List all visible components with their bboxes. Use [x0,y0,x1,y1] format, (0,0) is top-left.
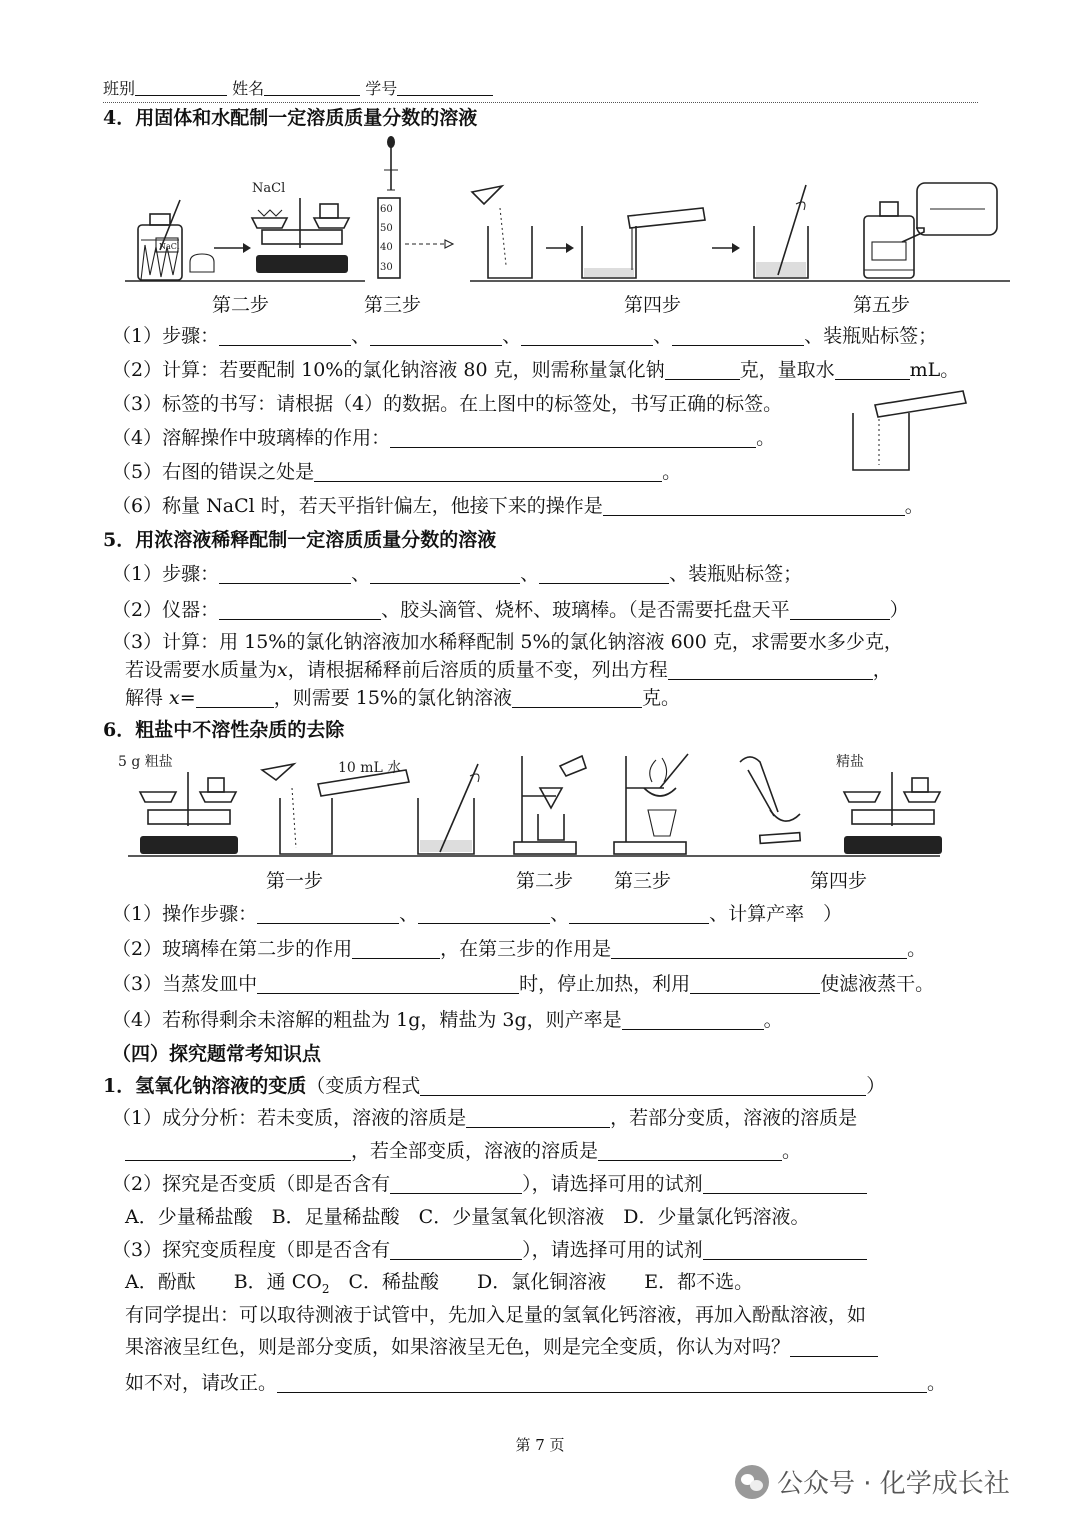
s6-q2: （2）玻璃棒在第二步的作用 ，在第三步的作用是 。 [112,938,927,960]
s7-q1-blank-3[interactable] [598,1140,782,1161]
s4-q5-blank[interactable] [314,461,662,482]
s6-q3: （3）当蒸发皿中 时，停止加热，利用 使滤液蒸干。 [112,973,935,995]
step-label-2b: 第二步 [516,870,574,892]
s7-equation-blank[interactable] [420,1075,866,1096]
s5-q3-line-3: 解得 x= ，则需要 15%的氯化钠溶液 克。 [125,687,680,709]
s7-q1-blank-2[interactable] [125,1140,351,1161]
crude-salt-label: 5 g 粗盐 [118,754,173,770]
section-5-title: 5．用浓溶液稀释配制一定溶质质量分数的溶液 [103,529,497,551]
s7-q2-blank-2[interactable] [703,1173,867,1194]
s7-q3-blank-1[interactable] [390,1239,522,1260]
s4-q3: （3）标签的书写：请根据（4）的数据。在上图中的标签处，书写正确的标签。 [112,393,783,415]
section-6-title: 6．粗盐中不溶性杂质的去除 [103,719,345,741]
s5-q3-line-2: 若设需要水质量为x，请根据稀释前后溶质的质量不变，列出方程 ， [125,659,892,681]
graduated-cylinder-icon [378,136,453,278]
watermark: 公众号 · 化学成长社 [735,1463,1010,1500]
s7-q3-options: A．酚酞 B．通 $CO_2$ C．稀盐酸 D．氯化铜溶液 E．都不选。 [125,1271,754,1296]
s6-q4-blank[interactable] [622,1009,764,1030]
name-blank [264,81,360,96]
s4-q1-blank-3[interactable] [521,325,653,346]
s4-q6: （6）称量 NaCl 时，若天平指针偏左，他接下来的操作是 。 [112,495,924,517]
crucible-tongs-icon [740,757,800,843]
step-label-2: 第二步 [212,294,270,316]
s7-h1: 1．氢氧化钠溶液的变质（变质方程式 ） [103,1075,886,1097]
s7-q2-options: A．少量稀盐酸 B．足量稀盐酸 C．少量氢氧化钡溶液 D．少量氯化钙溶液。 [125,1206,810,1228]
s5-q2-blank-1[interactable] [219,599,381,620]
s7-para-blank-1[interactable] [790,1336,878,1357]
s6-q2-blank-1[interactable] [352,938,440,959]
s5-q3-equation-blank[interactable] [668,659,873,680]
evaporation-stand-icon [614,754,688,854]
balance-scale-right-icon [844,772,942,854]
s4-q1-blank-2[interactable] [370,325,502,346]
svg-text:40: 40 [380,242,393,253]
s7-q1-line-1: （1）成分分析：若未变质，溶液的溶质是 ，若部分变质，溶液的溶质是 [112,1107,858,1129]
s7-para-blank-2[interactable] [277,1372,927,1393]
s6-q4: （4）若称得剩余未溶解的粗盐为 1g，精盐为 3g，则产率是 。 [112,1009,783,1031]
step-label-4: 第四步 [624,294,682,316]
svg-text:60: 60 [380,204,393,215]
step-label-3b: 第三步 [614,870,672,892]
s7-q1-line-2: ，若全部变质，溶液的溶质是 。 [125,1139,801,1163]
s4-q4-blank[interactable] [390,427,756,448]
balance-scale-icon [252,181,349,273]
student-info-header [103,76,978,103]
s4-q1-blank-4[interactable] [672,325,804,346]
s4-q1-blank-1[interactable] [219,325,351,346]
s7-q3-blank-2[interactable] [703,1239,867,1260]
s7-para-line-2: 果溶液呈红色，则是部分变质，如果溶液呈无色，则是完全变质，你认为对吗？ [125,1335,878,1359]
s4-q4: （4）溶解操作中玻璃棒的作用： 。 [112,427,776,449]
step-label-5: 第五步 [853,294,911,316]
beaker-with-paper-icon [472,186,532,278]
jar-label-nacl: NaCl [159,242,180,251]
dissolving-beakers-icon [262,764,479,854]
s5-q2-blank-2[interactable] [790,599,890,620]
s6-q1-blank-1[interactable] [257,903,399,924]
s6-q2-blank-2[interactable] [611,938,907,959]
page-number: 第 7 页 [515,1436,565,1454]
s4-q2-blank-2[interactable] [835,359,910,380]
stirring-beaker-icon [754,185,808,278]
svg-text:50: 50 [380,223,393,234]
s5-q1: （1）步骤： 、 、 、装瓶贴标签； [112,563,803,585]
s6-q3-blank-1[interactable] [257,973,519,994]
bottle-cap-icon [190,254,214,272]
s7-q1-blank-1[interactable] [466,1107,610,1128]
water-label: 10 mL 水 [338,760,402,776]
s7-q3: （3）探究变质程度（即是否含有 ），请选择可用的试剂 [112,1238,867,1262]
s5-q1-blank-2[interactable] [370,563,520,584]
s4-q2-blank-1[interactable] [665,359,740,380]
s7-para-line-3: 如不对，请改正。 。 [125,1372,947,1394]
s6-q1-blank-3[interactable] [569,903,709,924]
s4-q5: （5）右图的错误之处是 。 [112,461,682,483]
s5-q3-mass-blank[interactable] [512,687,642,708]
pouring-water-icon [582,208,705,278]
step-label-3: 第三步 [364,294,422,316]
s6-q3-blank-2[interactable] [690,973,820,994]
balance-scale-left-icon [140,772,238,854]
s7-q2: （2）探究是否变质（即是否含有 ），请选择可用的试剂 [112,1172,867,1196]
s4-q2: （2）计算：若要配制 10%的氯化钠溶液 80 克，则需称量氯化钠 克，量取水 mL。 [112,359,960,381]
salt-purification-figure [0,748,1080,866]
class-label: 班别 [103,79,136,98]
id-blank [397,81,493,96]
error-pouring-figure [845,385,975,475]
s5-q1-blank-3[interactable] [539,563,669,584]
svg-text:30: 30 [380,262,393,273]
fine-salt-label: 精盐 [836,754,864,770]
wechat-icon [735,1465,769,1499]
id-label: 学号 [365,79,398,98]
section-4-title: 4．用固体和水配制一定溶质质量分数的溶液 [103,107,478,129]
s5-q3-x-blank[interactable] [196,687,274,708]
filtration-stand-icon [514,756,586,854]
s6-q1: （1）操作步骤： 、 、 、计算产率 ） [112,903,843,925]
step-label-1: 第一步 [266,870,324,892]
class-blank [135,81,227,96]
s4-q6-blank[interactable] [603,495,905,516]
step-label-4b: 第四步 [810,870,868,892]
s6-q1-blank-2[interactable] [418,903,550,924]
reagent-jar-icon [138,200,182,280]
s5-q2: （2）仪器： 、胶头滴管、烧杯、玻璃棒。（是否需要托盘天平 ） [112,599,909,621]
s5-q3-line-1: （3）计算：用 15%的氯化钠溶液加水稀释配制 5%的氯化钠溶液 600 克，求需要水多少克， [112,631,903,653]
s4-q1: （1）步骤： 、 、 、 、装瓶贴标签； [112,325,938,347]
balance-label-nacl: NaCl [252,181,286,196]
solution-prep-figure [0,130,1080,330]
s7-para-line-1: 有同学提出：可以取待测液于试管中，先加入足量的氢氧化钙溶液，再加入酚酞溶液，如 [125,1304,867,1326]
labeled-bottle-icon [864,183,997,278]
name-label: 姓名 [232,79,265,98]
s5-q1-blank-1[interactable] [219,563,351,584]
section-inquiry-title: （四）探究题常考知识点 [112,1043,322,1065]
s7-q2-blank-1[interactable] [390,1173,522,1194]
